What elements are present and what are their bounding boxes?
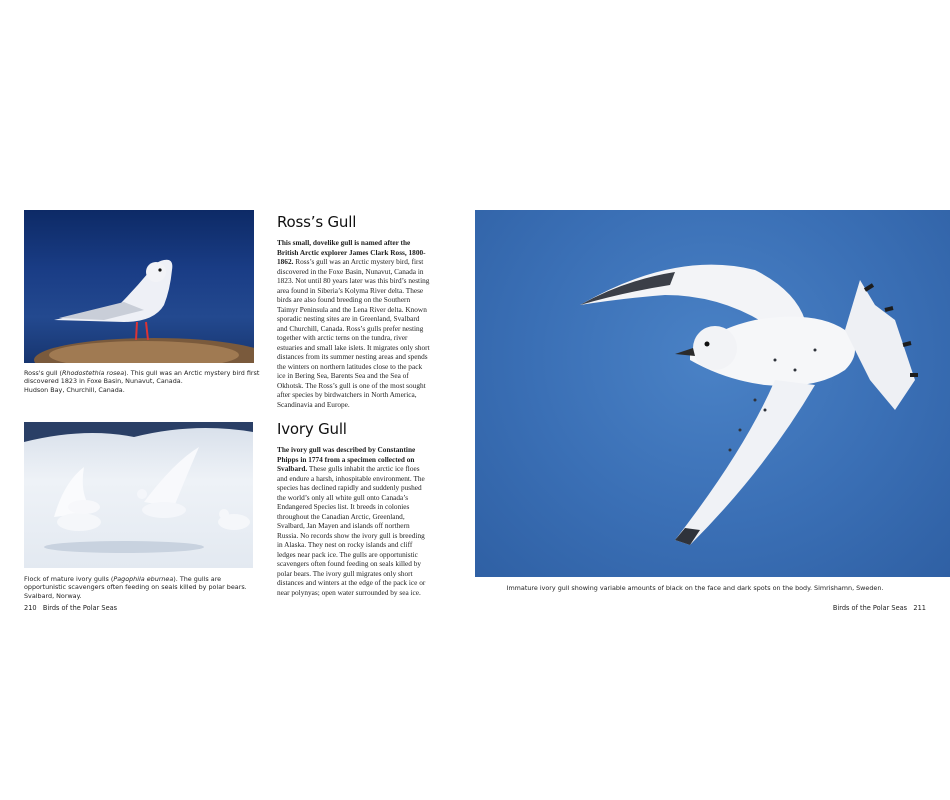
caption-latin-name: Rhodostethia rosea	[62, 369, 125, 377]
ivory-gull-article	[277, 445, 431, 597]
immature-ivory-gull-photo	[475, 210, 950, 577]
ivory-gull-caption	[24, 575, 260, 600]
page-number: 210	[24, 604, 37, 612]
caption-text: ). This gull was an Arctic mystery bird first discovered 1823 in Foxe Basin, Nunavut, Canada.	[24, 369, 260, 386]
ross-gull-heading: Ross’s Gull	[277, 213, 357, 231]
caption-text: Flock of mature ivory gulls (	[24, 575, 114, 583]
right-folio	[833, 604, 926, 612]
article-text: Ross’s gull was an Arctic mystery bird, first discovered in the Foxe Basin, Nunavut, Canada in 1823. Not until 80 years later was this bird’s nesting area found in Siberia’s Kolyma River delta. These birds are also found breeding on the Southern Taimyr Peninsula and the Lena River delta. Known sporadic nesting sites are in Greenland, Svalbard and Churchill, Canada. Ross’s gulls prefer nesting together with arctic terns on the tundra, river estuaries and small lake islets. It migrates only short distances from its summer nesting areas and spends the winters on northern latitudes close to the pack ice in Bering Sea, Barents Sea and the Sea of Okhotsk. The Ross’s gull is one of the most sought after species by birdwatchers in North America, Scandinavia and Europe.	[277, 257, 430, 409]
article-text: These gulls inhabit the arctic ice floes and endure a harsh, inhospitable environment. The species has declined rapidly and suddenly pushed the world’s only all white gull onto Canada’s Endangered Species list. It breeds in colonies throughout the Canadian Arctic, Greenland, Svalbard, Jan Mayen and islands off northern Russia. No records show the ivory gull is breeding in Alaska. They nest on rocky islands and cliff ledges near pack ice. The gulls are opportunistic scavengers often found feeding on seals killed by polar bears. The ivory gull migrates only short distances and winters at the edge of the pack ice or near polynyas; open water surrounded by sea ice.	[277, 464, 426, 597]
left-folio	[24, 604, 117, 612]
caption-latin-name: Pagophila eburnea	[113, 575, 174, 583]
ivory-gull-heading: Ivory Gull	[277, 420, 347, 438]
caption-text: Ross's gull (	[24, 369, 63, 377]
ross-gull-caption	[24, 369, 260, 394]
running-title: Birds of the Polar Seas	[42, 604, 118, 612]
caption-location: Hudson Bay, Churchill, Canada.	[24, 385, 125, 394]
right-photo-caption: Immature ivory gull showing variable amounts of black on the face and dark spots on the body. Simrishamn, Sweden.	[506, 584, 884, 592]
ivory-gull-flock-photo	[24, 422, 253, 568]
ross-gull-photo	[24, 210, 254, 363]
caption-text: ). The gulls are opportunistic scavengers often feeding on seals killed by polar bears. Svalbard, Norway.	[24, 575, 247, 600]
page-number: 211	[913, 604, 926, 612]
ross-gull-article	[277, 238, 431, 409]
running-title: Birds of the Polar Seas	[832, 604, 908, 612]
article-lead: The ivory gull was described by Constantine Phipps in 1774 from a specimen collected on Svalbard.	[277, 445, 416, 473]
article-lead: This small, dovelike gull is named after the British Arctic explorer James Clark Ross, 1800-1862.	[277, 238, 426, 266]
